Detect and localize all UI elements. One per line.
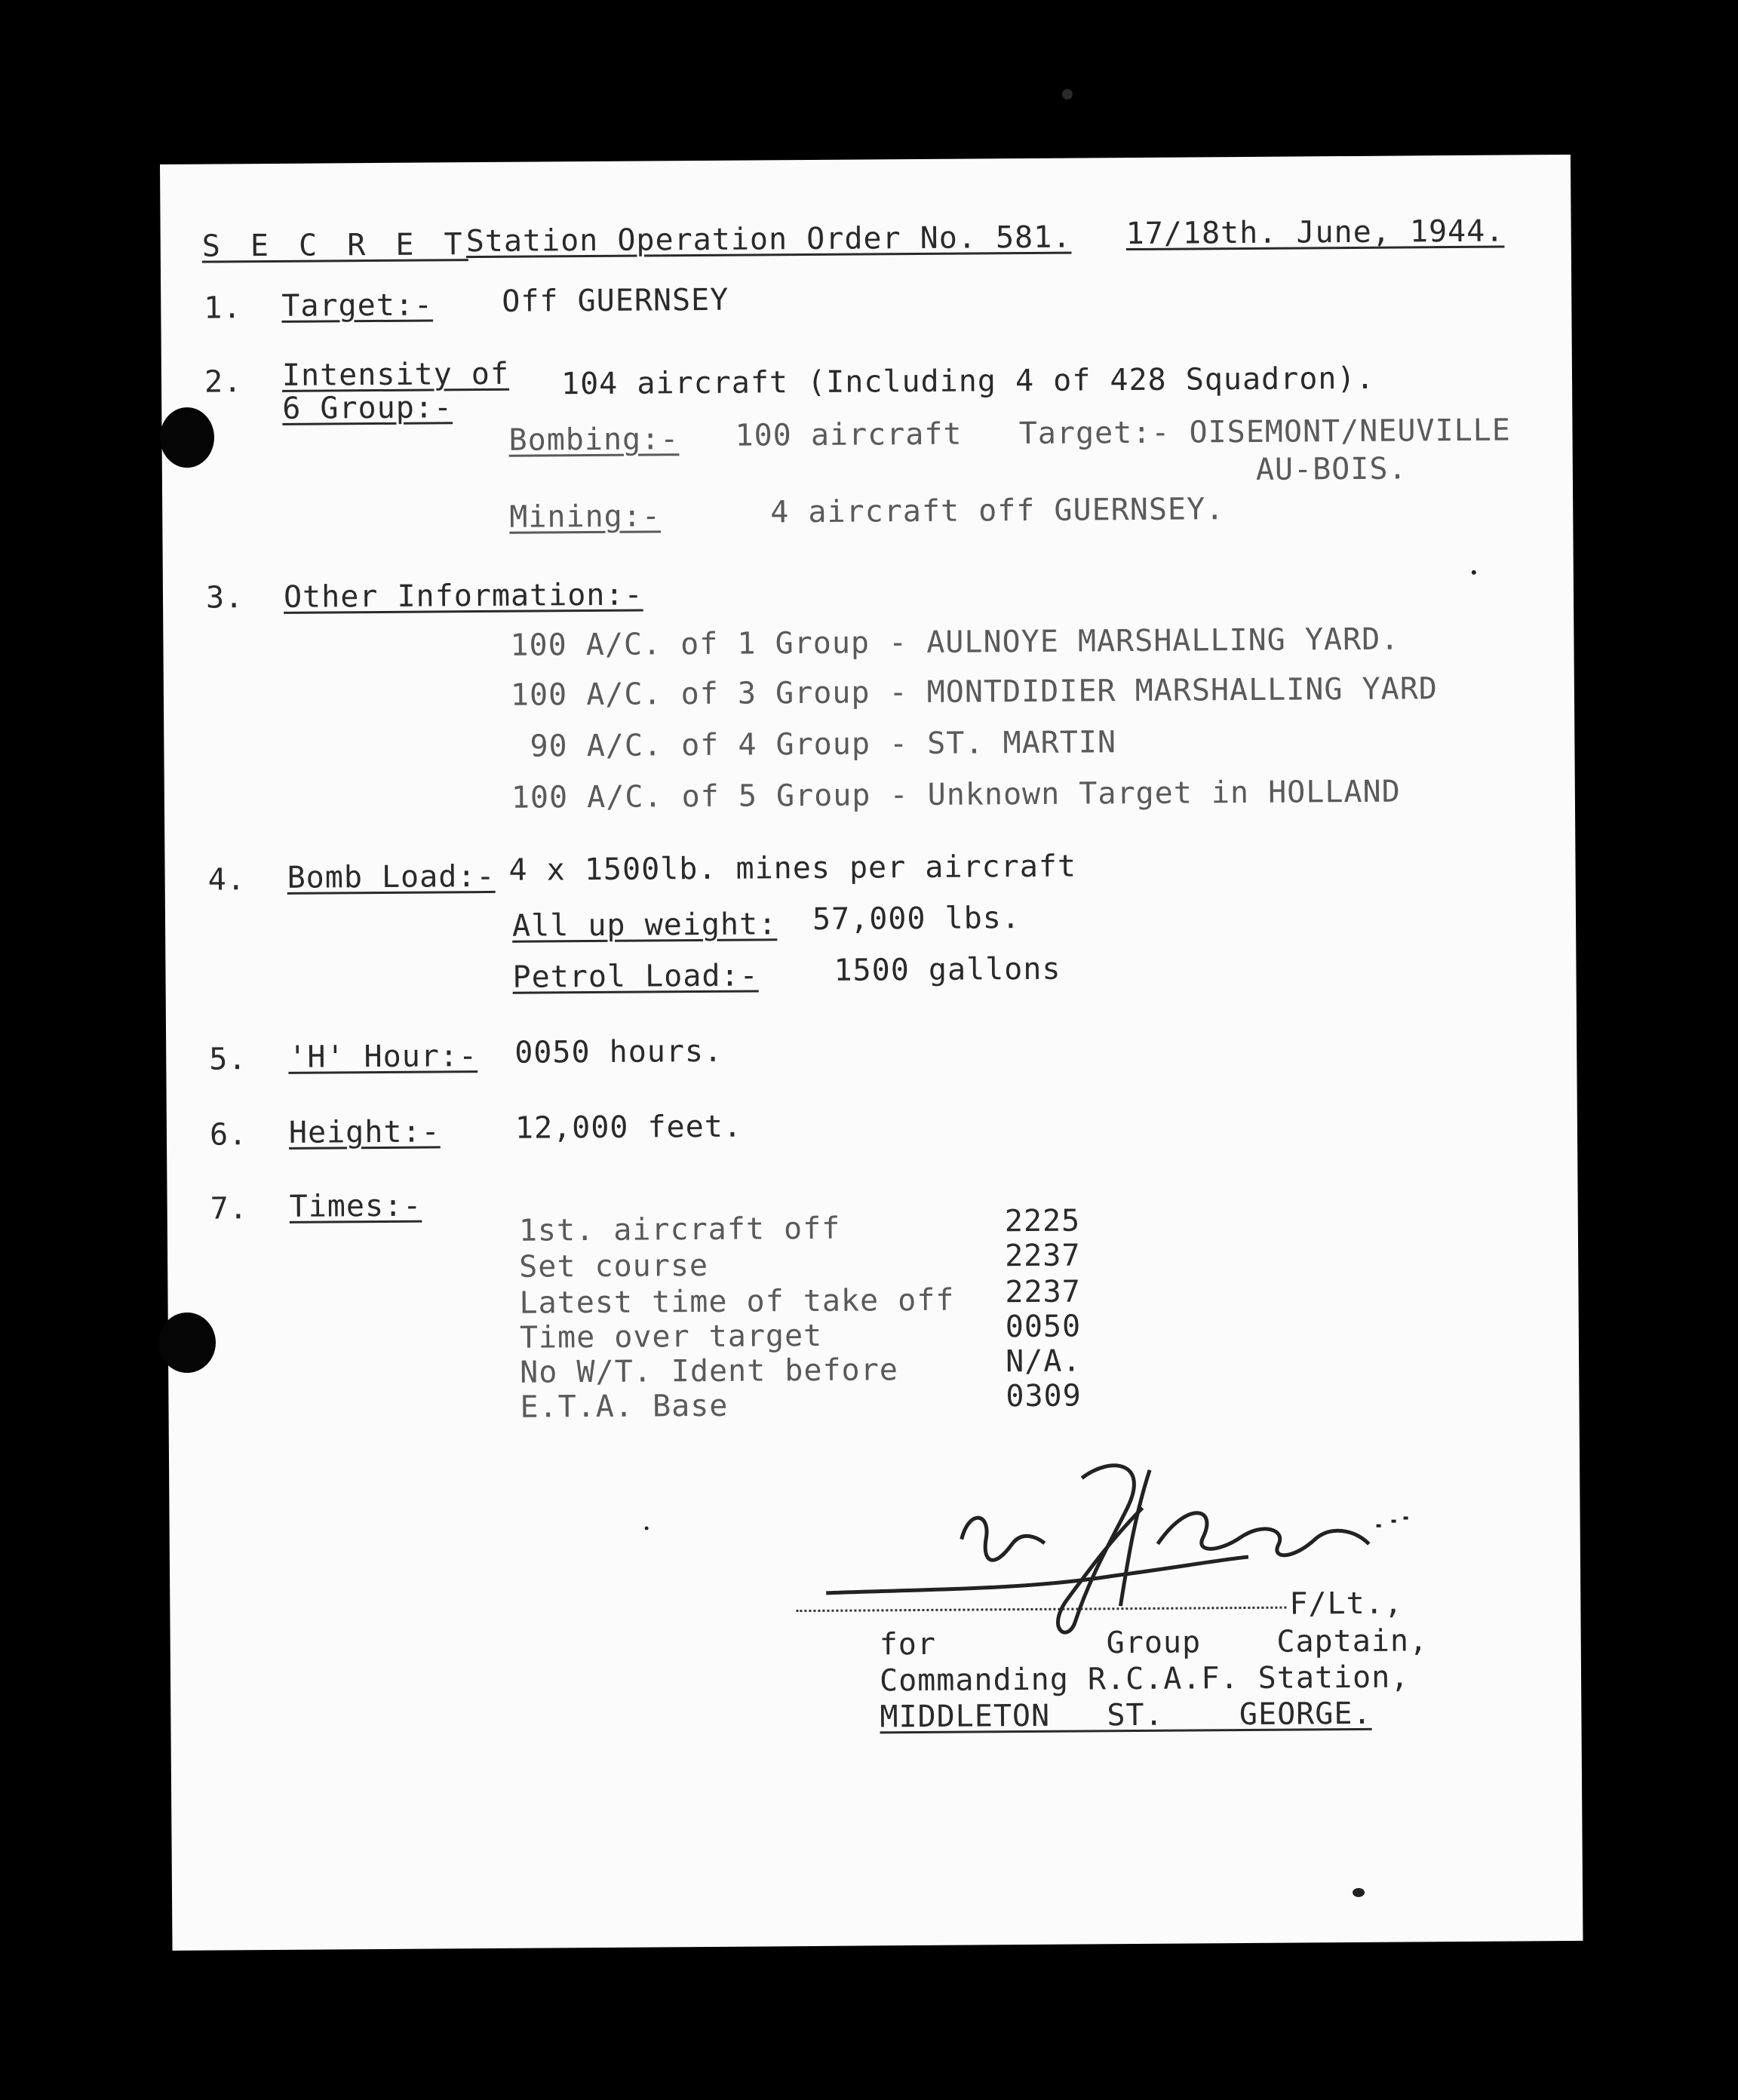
item-6-label: Height:- (288, 1114, 441, 1150)
item-4-number: 4. (207, 862, 246, 898)
petrol-load-value: 1500 gallons (834, 951, 1061, 988)
document-page (160, 155, 1583, 1951)
item-4-value: 4 x 1500lb. mines per aircraft (508, 849, 1077, 888)
times-event: Latest time of take off (519, 1282, 955, 1321)
item-4-label: Bomb Load:- (287, 858, 496, 895)
times-value: 2237 (1005, 1274, 1081, 1310)
times-value: 2225 (1004, 1203, 1081, 1239)
item-6-number: 6. (209, 1117, 248, 1153)
signature-for-line: for Group Captain, (879, 1623, 1429, 1662)
times-event: 1st. aircraft off (518, 1211, 841, 1248)
item-2-label-line2: 6 Group:- (282, 390, 453, 426)
item-2-label-line1: Intensity of (281, 356, 510, 393)
classification-heading: S E C R E T (201, 227, 468, 264)
mining-value: 4 aircraft off GUERNSEY. (770, 492, 1225, 530)
times-event: Set course (519, 1248, 709, 1285)
item-7-label: Times:- (289, 1188, 422, 1224)
all-up-weight-value: 57,000 lbs. (812, 901, 1021, 937)
film-speck (1062, 89, 1073, 100)
item-3-number: 3. (205, 580, 244, 616)
order-title: Station Operation Order No. 581. (465, 220, 1072, 259)
other-info-line: 100 A/C. of 5 Group - Unknown Target in HOLLAND (511, 774, 1401, 815)
item-5-value: 0050 hours. (514, 1033, 723, 1070)
order-date: 17/18th. June, 1944. (1125, 213, 1505, 252)
signature-station-line: MIDDLETON ST. GEORGE. (880, 1696, 1372, 1735)
ink-speck (1353, 1888, 1365, 1897)
times-event: E.T.A. Base (520, 1388, 729, 1425)
punch-hole (160, 407, 214, 468)
other-info-line: 100 A/C. of 3 Group - MONTDIDIER MARSHALLING YARD (510, 671, 1439, 713)
all-up-weight-label: All up weight: (511, 907, 778, 944)
signature-rank: F/Lt., (1289, 1586, 1404, 1622)
item-2-value: 104 aircraft (Including 4 of 428 Squadron). (560, 361, 1375, 402)
bombing-value-continued: AU-BOIS. (1255, 451, 1408, 487)
times-event: Time over target (519, 1318, 823, 1355)
item-7-number: 7. (210, 1191, 248, 1227)
punch-hole (158, 1312, 216, 1373)
item-5-number: 5. (209, 1042, 247, 1077)
times-value: N/A. (1005, 1343, 1082, 1380)
petrol-load-label: Petrol Load:- (512, 958, 759, 995)
times-value: 2237 (1004, 1238, 1081, 1274)
times-value: 0309 (1006, 1378, 1082, 1414)
other-info-line: 100 A/C. of 1 Group - AULNOYE MARSHALLING YARD. (510, 622, 1400, 663)
bombing-value: 100 aircraft Target:- OISEMONT/NEUVILLE (735, 413, 1512, 453)
item-1-label: Target:- (281, 287, 434, 324)
item-2-number: 2. (204, 364, 243, 400)
item-5-label: 'H' Hour:- (288, 1039, 478, 1075)
mining-label: Mining:- (509, 499, 662, 535)
other-info-line: 90 A/C. of 4 Group - ST. MARTIN (511, 725, 1117, 764)
bombing-label: Bombing:- (508, 422, 680, 458)
ink-speck (1472, 570, 1476, 575)
item-1-value: Off GUERNSEY (502, 282, 729, 319)
item-1-number: 1. (204, 290, 242, 326)
item-3-label: Other Information:- (283, 577, 643, 615)
signature-commanding-line: Commanding R.C.A.F. Station, (879, 1659, 1410, 1699)
times-event: No W/T. Ident before (520, 1352, 898, 1390)
item-6-value: 12,000 feet. (514, 1109, 743, 1146)
ink-speck (645, 1527, 649, 1530)
times-value: 0050 (1005, 1309, 1082, 1345)
